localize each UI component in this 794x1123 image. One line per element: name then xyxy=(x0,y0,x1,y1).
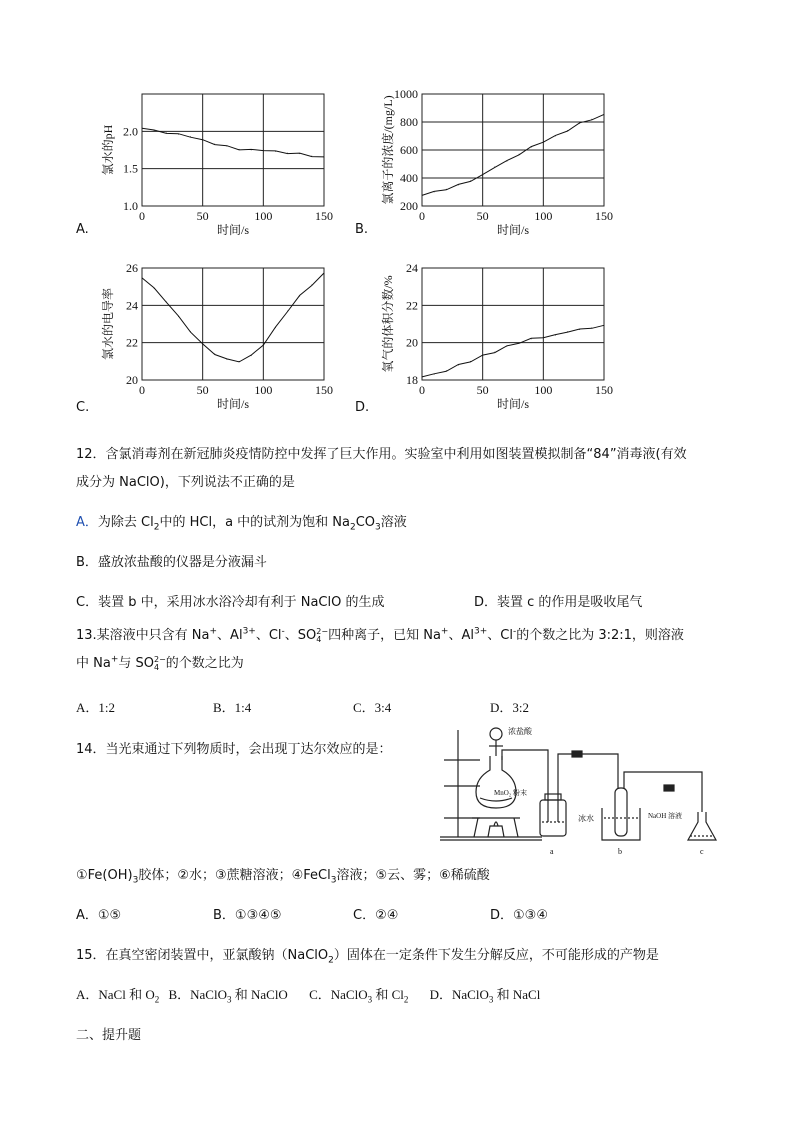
data-point xyxy=(543,141,544,142)
q13-stem-line2 xyxy=(76,652,244,672)
q14-items xyxy=(76,864,490,886)
q12-option-A-text3: CO xyxy=(355,515,376,530)
series-line xyxy=(422,325,604,377)
data-point xyxy=(591,327,592,328)
data-point xyxy=(482,175,483,176)
section-heading: 二、提升题 xyxy=(76,1028,142,1043)
q15-option-C xyxy=(309,987,409,1005)
y-tick-label: 800 xyxy=(400,115,418,129)
data-point xyxy=(494,352,495,353)
data-point xyxy=(251,150,252,151)
data-point xyxy=(263,150,264,151)
x-tick-label: 0 xyxy=(419,209,425,223)
q13-t6: 、Al xyxy=(448,628,474,643)
q13-t9: 中 Na xyxy=(76,656,111,671)
round-bottom-flask xyxy=(476,756,516,808)
q14-option-B: B．①③④⑤ xyxy=(213,908,282,923)
data-point xyxy=(154,288,155,289)
q13-t8: 的个数之比为 3:2:1，则溶液 xyxy=(516,628,684,643)
data-point xyxy=(263,344,264,345)
y-tick-label: 200 xyxy=(400,199,418,213)
q13-so4-sub: 4 xyxy=(316,634,322,644)
x-tick-label: 50 xyxy=(196,209,209,223)
chart-B xyxy=(360,82,640,242)
data-point xyxy=(214,144,215,145)
data-point xyxy=(543,337,544,338)
x-tick-label: 150 xyxy=(315,383,333,397)
q13-so4-sup-2: 2− xyxy=(154,654,166,664)
q12-option-B: B．盛放浓盐酸的仪器是分液漏斗 xyxy=(76,555,267,570)
data-point xyxy=(458,185,459,186)
data-point xyxy=(519,342,520,343)
q12-option-A-text1: 为除去 Cl xyxy=(97,515,154,530)
y-axis-label: 氧气的体积分数/% xyxy=(381,275,395,373)
x-axis-label: 时间/s xyxy=(496,397,530,411)
data-point xyxy=(422,194,423,195)
data-point xyxy=(214,353,215,354)
x-tick-label: 50 xyxy=(476,383,489,397)
q12-stem-line2: 成分为 NaClO)，下列说法不正确的是 xyxy=(76,475,295,490)
series-line xyxy=(142,128,324,157)
data-point xyxy=(507,161,508,162)
data-point xyxy=(604,325,605,326)
x-tick-label: 0 xyxy=(139,209,145,223)
x-tick-label: 100 xyxy=(534,383,553,397)
q13-option-D: D．3:2 xyxy=(490,700,530,715)
plot-frame xyxy=(422,268,604,380)
wash-bottle-a xyxy=(540,800,566,836)
data-point xyxy=(555,136,556,137)
q15-option-B xyxy=(168,987,288,1005)
q13-so4-ion xyxy=(316,628,328,644)
data-point xyxy=(422,376,423,377)
q14-option-C: C．②④ xyxy=(353,908,399,923)
data-point xyxy=(190,136,191,137)
data-point xyxy=(202,344,203,345)
label-naoh: NaOH 溶液 xyxy=(648,812,683,820)
q13-s1: + xyxy=(209,626,218,637)
q12-option-A-label: A． xyxy=(76,515,98,530)
data-point xyxy=(154,130,155,131)
data-point xyxy=(470,361,471,362)
q12-option-A-sub2: 2 xyxy=(350,522,356,533)
q13-option-C: C．3:4 xyxy=(353,700,392,715)
q15-optD-sub: 3 xyxy=(488,994,494,1005)
data-point xyxy=(458,365,459,366)
data-point xyxy=(166,301,167,302)
data-point xyxy=(311,156,312,157)
label-ice-water: 冰水 xyxy=(578,814,594,823)
q15-optC-sub: 3 xyxy=(367,994,373,1005)
x-tick-label: 0 xyxy=(419,383,425,397)
y-tick-label: 22 xyxy=(126,335,138,350)
data-point xyxy=(142,277,143,278)
q15-optD-text2: 和 NaCl xyxy=(496,987,541,1002)
q14-items-a: ①Fe(OH) xyxy=(76,868,133,883)
q15-stem-a: 15．在真空密闭装置中，亚氯酸钠（NaClO xyxy=(76,948,329,963)
data-point xyxy=(604,115,605,116)
q13-s6: - xyxy=(512,626,517,637)
data-point xyxy=(494,166,495,167)
x-tick-label: 50 xyxy=(196,383,209,397)
x-tick-label: 150 xyxy=(315,209,333,223)
data-point xyxy=(166,132,167,133)
q14-stem: 14．当光束通过下列物质时，会出现丁达尔效应的是： xyxy=(76,742,392,757)
option-label-A: A. xyxy=(76,222,89,237)
x-axis-label: 时间/s xyxy=(216,397,250,411)
test-tube-b xyxy=(615,788,627,836)
q12-stem-line1: 12．含氯消毒剂在新冠肺炎疫情防控中发挥了巨大作用。实验室中利用如图装置模拟制备“84”消毒液(有效 xyxy=(76,447,687,462)
q14-option-D: D．①③④ xyxy=(490,908,548,923)
q12-option-A-text2: 中的 HCl，a 中的试剂为饱和 Na xyxy=(159,515,350,530)
q15-option-D xyxy=(429,987,541,1005)
data-point xyxy=(482,355,483,356)
y-tick-label: 20 xyxy=(126,373,138,387)
x-tick-label: 150 xyxy=(595,209,613,223)
separatory-funnel xyxy=(490,728,502,740)
option-label-B: B. xyxy=(355,222,369,237)
y-tick-label: 400 xyxy=(400,171,418,185)
y-tick-label: 18 xyxy=(406,373,418,387)
q15-optD-text: D．NaClO xyxy=(429,987,489,1002)
q12-option-A xyxy=(76,511,407,533)
data-point xyxy=(275,151,276,152)
q15-stem xyxy=(76,944,659,966)
q13-s2: 3+ xyxy=(242,626,256,637)
y-axis-label: 氯水的pH xyxy=(101,124,115,176)
chart-C xyxy=(80,256,360,416)
label-b: b xyxy=(618,847,622,856)
data-point xyxy=(519,154,520,155)
x-tick-label: 150 xyxy=(595,383,613,397)
x-tick-label: 100 xyxy=(534,209,553,223)
q13-option-B: B．1:4 xyxy=(213,700,252,715)
y-tick-label: 22 xyxy=(406,298,418,313)
data-point xyxy=(579,123,580,124)
y-axis-label: 氯离子的浓度/(mg/L) xyxy=(381,95,395,205)
data-point xyxy=(239,149,240,150)
y-tick-label: 1.0 xyxy=(123,199,138,213)
y-tick-label: 24 xyxy=(406,261,418,275)
y-axis-label: 氯水的电导率 xyxy=(101,287,115,361)
data-point xyxy=(579,329,580,330)
chart-D xyxy=(360,256,640,416)
data-point xyxy=(142,127,143,128)
x-tick-label: 100 xyxy=(254,209,273,223)
q15-stem-b: ）固体在一定条件下发生分解反应，不可能形成的产物是 xyxy=(333,948,659,963)
data-point xyxy=(446,189,447,190)
data-point xyxy=(178,134,179,135)
data-point xyxy=(434,374,435,375)
q14-option-A: A．①⑤ xyxy=(76,908,122,923)
data-point xyxy=(178,316,179,317)
data-point xyxy=(287,311,288,312)
data-point xyxy=(324,273,325,274)
label-mno2: MnO₂ 粉末 xyxy=(494,789,527,797)
x-axis-label: 时间/s xyxy=(496,223,530,237)
data-point xyxy=(567,130,568,131)
q13-t3: 、Cl xyxy=(255,628,282,643)
q13-t11: 的个数之比为 xyxy=(165,656,244,671)
data-point xyxy=(227,146,228,147)
data-point xyxy=(311,284,312,285)
x-tick-label: 100 xyxy=(254,383,273,397)
y-tick-label: 20 xyxy=(406,335,418,350)
q14-items-sub2: 3 xyxy=(330,875,337,886)
y-tick-label: 1.5 xyxy=(123,161,138,176)
q12-option-D: D．装置 c 的作用是吸收尾气 xyxy=(474,595,643,610)
data-point xyxy=(434,192,435,193)
q13-s3: - xyxy=(281,626,285,637)
apparatus-diagram xyxy=(432,722,732,858)
q13-t10: 与 SO xyxy=(118,656,154,671)
q12-option-A-sub3: 3 xyxy=(375,522,381,533)
q15-options xyxy=(76,984,540,1003)
plot-frame xyxy=(142,94,324,206)
q15-optB-text: B．NaClO xyxy=(168,987,227,1002)
q15-optA-text: A．NaCl 和 O xyxy=(76,987,155,1002)
data-point xyxy=(227,359,228,360)
data-point xyxy=(287,153,288,154)
q13-stem-line1 xyxy=(76,624,684,644)
q13-t4: 、SO xyxy=(284,628,317,643)
q13-s7: + xyxy=(110,654,119,665)
y-tick-label: 2.0 xyxy=(123,124,138,139)
label-c: c xyxy=(700,847,704,856)
data-point xyxy=(591,119,592,120)
y-tick-label: 600 xyxy=(400,143,418,157)
q15-optB-text2: 和 NaClO xyxy=(234,987,288,1002)
data-point xyxy=(239,361,240,362)
ice-bath-beaker-b xyxy=(602,808,640,840)
q15-option-A xyxy=(76,987,160,1005)
x-tick-label: 0 xyxy=(139,383,145,397)
q15-optC-text2: 和 Cl xyxy=(375,987,404,1002)
x-tick-label: 50 xyxy=(476,209,489,223)
data-point xyxy=(324,157,325,158)
data-point xyxy=(251,355,252,356)
y-tick-label: 1000 xyxy=(394,87,418,101)
q13-t2: 、Al xyxy=(217,628,243,643)
q15-optC-sub2: 2 xyxy=(403,994,409,1005)
data-point xyxy=(275,327,276,328)
y-tick-label: 26 xyxy=(126,261,138,275)
q12-option-A-text4: 溶液 xyxy=(380,515,407,530)
q13-t7: 、Cl xyxy=(487,628,513,643)
data-point xyxy=(555,335,556,336)
q13-option-A: A．1:2 xyxy=(76,700,116,715)
series-line xyxy=(422,114,604,195)
q13-so4-ion-2 xyxy=(154,656,166,672)
q14-items-c: 溶液；⑤云、雾；⑥稀硫酸 xyxy=(336,868,490,883)
chart-A xyxy=(80,82,360,242)
data-point xyxy=(299,153,300,154)
option-label-D: D. xyxy=(355,400,370,415)
data-point xyxy=(531,147,532,148)
data-point xyxy=(470,180,471,181)
q15-optA-sub: 2 xyxy=(154,994,160,1005)
label-a: a xyxy=(550,847,554,856)
data-point xyxy=(190,331,191,332)
data-point xyxy=(567,331,568,332)
data-point xyxy=(507,346,508,347)
data-point xyxy=(531,339,532,340)
q15-optB-sub: 3 xyxy=(226,994,232,1005)
q14-items-b: 胶体；②水；③蔗糖溶液；④FeCl xyxy=(138,868,331,883)
q13-s5: 3+ xyxy=(473,626,488,637)
plot-frame xyxy=(142,268,324,380)
data-point xyxy=(202,140,203,141)
q14-items-sub1: 3 xyxy=(132,875,139,886)
y-tick-label: 24 xyxy=(126,298,138,313)
series-line xyxy=(142,273,324,362)
q15-optC-text: C．NaClO xyxy=(309,987,368,1002)
q15-stem-sub: 2 xyxy=(328,955,334,966)
label-conc-hcl: 浓盐酸 xyxy=(508,727,532,736)
q13-so4-sub-2: 4 xyxy=(154,662,160,672)
q13-t1: 13.某溶液中只含有 Na xyxy=(76,628,210,643)
alcohol-lamp xyxy=(488,826,504,837)
q13-t5: 四种离子，已知 Na xyxy=(328,628,441,643)
q12-option-C: C．装置 b 中，采用冰水浴冷却有利于 NaClO 的生成 xyxy=(76,595,385,610)
q13-s4: + xyxy=(440,626,449,637)
data-point xyxy=(446,370,447,371)
data-point xyxy=(299,296,300,297)
q12-option-A-sub1: 2 xyxy=(153,522,160,533)
option-label-C: C. xyxy=(76,400,90,415)
q13-so4-sup: 2− xyxy=(316,626,329,636)
x-axis-label: 时间/s xyxy=(216,223,250,237)
